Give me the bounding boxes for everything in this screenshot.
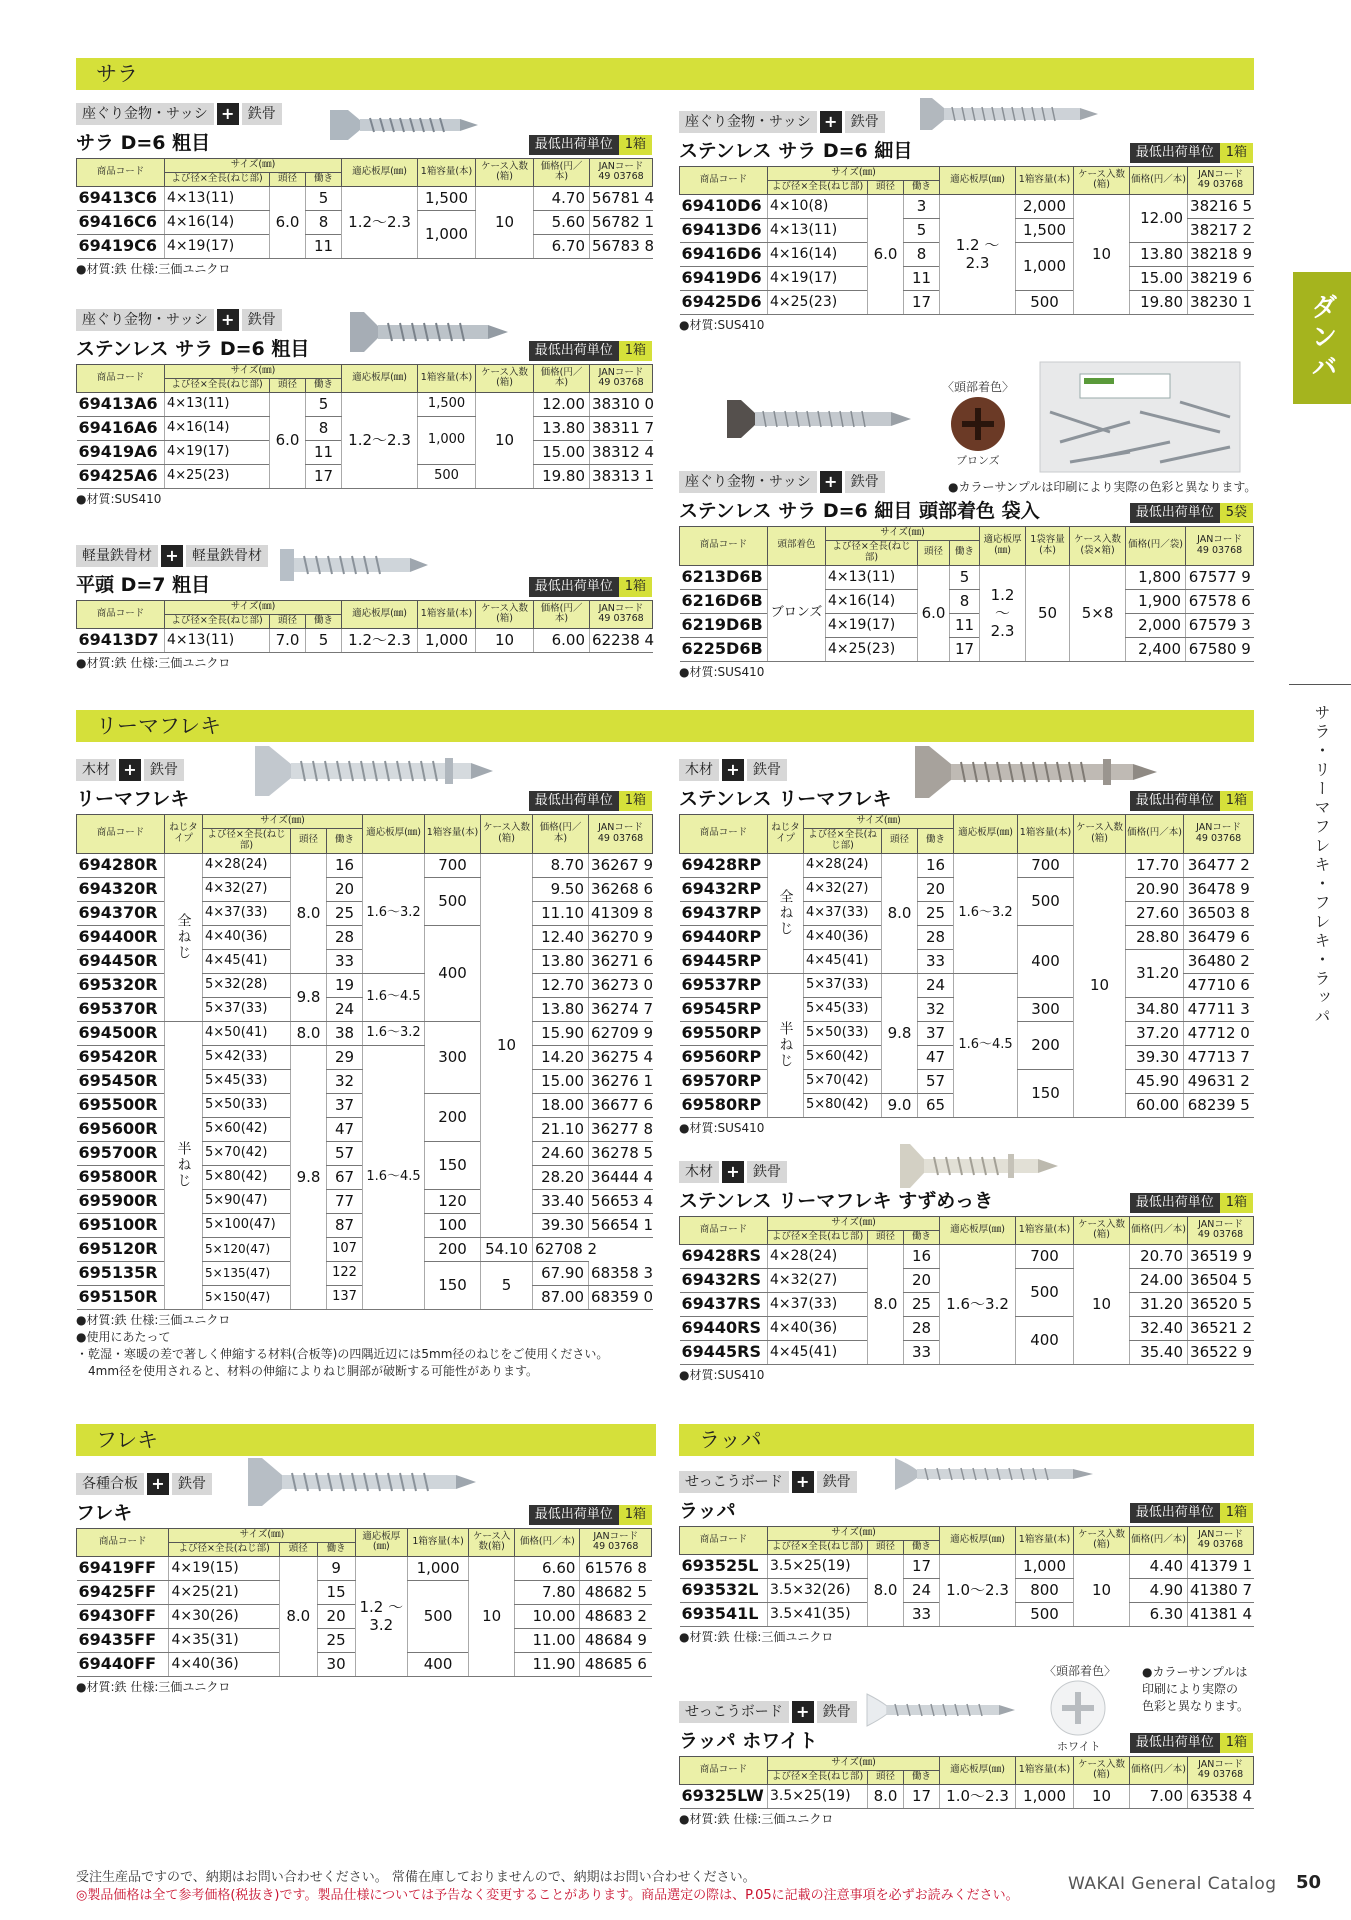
section-sara: サラ <box>76 58 1254 90</box>
material-note: ●材質:SUS410 <box>76 491 162 506</box>
footer-note: 受注生産品ですので、納期はお問い合わせください。 常備在庫しておりませんので、納期はお問い合わせください。 <box>76 1870 756 1885</box>
material-tag: 座ぐり金物・サッシ <box>679 471 817 493</box>
min-unit: 最低出荷単位 1箱 <box>529 135 652 155</box>
product-table: 商品コード サイズ(㎜) 適応板厚(㎜) 1箱容量(本) ケース入数(箱) 価格(円／本) JANコード 49 03768 よび径×全長(ねじ部) 頭径 働き 69410D6 4×10(8) 6.0 3 1.2 ～ 2.3 2,000 10 12.00 38216 5 69413D6 4×13(11) 5 1,500 38217 2 69416D6 4×16(14) 8 1,000 13.80 38218 9 69419D6 4×19(17) 11 15.00 38219 6 69425D6 4×25(23) 17 500 19.80 38230 1 <box>679 166 1254 315</box>
table-row: 69416C6 4×16(14) 8 1,000 5.60 56782 1 <box>77 210 653 234</box>
product-title: ステンレス サラ D=6 粗目 <box>76 338 310 360</box>
material-note: ●材質:鉄 仕様:三価ユニクロ <box>76 1679 231 1694</box>
color-caption: 〈頭部着色〉 <box>942 380 1015 394</box>
min-unit: 最低出荷単位 1箱 <box>1130 1733 1253 1753</box>
table-row: 69410D6 4×10(8) 6.0 3 1.2 ～ 2.3 2,000 10 12.00 38216 5 <box>680 194 1254 218</box>
table-row: 69425FF 4×25(21) 15 500 7.80 48682 5 <box>77 1580 652 1604</box>
table-row: 695700R 5×70(42) 57 150 24.60 36278 5 <box>77 1141 653 1165</box>
material-note: ●材質:SUS410 <box>679 1120 765 1135</box>
table-row: 69432RP 4×32(27) 20 500 20.90 36478 9 <box>680 877 1254 901</box>
product-table: 商品コード ねじタイプ サイズ(㎜) 適応板厚(㎜) 1箱容量(本) ケース入数(箱) 価格(円／本) JANコード 49 03768 よび径×全長(ねじ部) 頭径 働き 694280R 全ねじ 4×28(24) 8.0 16 1.6～3.2 700 10 8.70 36267 9 694320R 4×32(27) 20 500 9.50 36268 6 694370R 4×37(33) 25 11.10 41309 8 694400R 4×40(36) 28 400 12.40 36270 9 694450R 4×45(41) 33 13.80 36271 6 695320R 5×32(28) 9.8 19 1.6～4.5 12.70 36273 0 695370R 5×37(33) 24 13.80 36274 7 694500R 半ねじ 4×50(41) 8.0 38 1.6～3.2 300 15.90 62709 9 695420R 5×42(33) 9.8 29 1.6～4.5 14.20 36275 4 695450R 5×45(33) 32 15.00 36276 1 695500R 5×50(33) 37 200 18.00 36677 6 695600R 5×60(42) 47 21.10 36277 8 695700R 5×70(42) 57 150 24.60 36278 5 695800R 5×80(42) 67 28.20 36444 4 695900R 5×90(47) 77 120 33.40 56653 4 695100R 5×100(47) 87 100 39.30 56654 1 695120R 5×120(47) 107 200 54.10 62708 2 695135R 5×135(47) 122 150 5 67.90 68358 3 695150R 5×150(47) 137 87.00 68359 0 <box>76 814 653 1310</box>
table-row: 6225D6B 4×25(23) 17 2,400 67580 9 <box>680 637 1254 661</box>
table-row: 69419FF 4×19(15) 8.0 9 1.2 ～ 3.2 1,000 10 6.60 61576 8 <box>77 1556 652 1580</box>
color-caption-2: 〈頭部着色〉 <box>1044 1664 1117 1678</box>
table-row: 694370R 4×37(33) 25 11.10 41309 8 <box>77 901 653 925</box>
product-table: 商品コード サイズ(㎜) 適応板厚(㎜) 1箱容量(本) ケース入数(箱) 価格(円／本) JANコード 49 03768 よび径×全長(ねじ部) 頭径 働き 69413C6 4×13(11) 6.0 5 1.2～2.3 1,500 10 4.70 56781 4 69416C6 4×16(14) 8 1,000 5.60 56782 1 69419C6 4×19(17) 11 6.70 56783 8 <box>76 158 653 259</box>
table-row: 695150R 5×150(47) 137 87.00 68359 0 <box>77 1285 653 1309</box>
product-title: ステンレス サラ D=6 細目 <box>679 140 913 162</box>
footer-warning: ◎製品価格は全て参考価格(税抜き)です。製品仕様については予告なく変更することがあります。商品選定の際は、P.05に記載の注意事項を必ずお読みください。 <box>76 1888 1019 1903</box>
section-fureki: フレキ <box>76 1424 656 1456</box>
table-row: 695120R 5×120(47) 107 200 54.10 62708 2 <box>77 1237 653 1261</box>
table-row: 69440RP 4×40(36) 28 400 28.80 36479 6 <box>680 925 1254 949</box>
plus-icon: + <box>217 309 239 331</box>
plus-icon: + <box>217 103 239 125</box>
material-tag: 鉄骨 <box>242 103 282 125</box>
product-table: 商品コード サイズ(㎜) 適応板厚(㎜) 1箱容量(本) ケース入数(箱) 価格(円／本) JANコード 49 03768 よび径×全長(ねじ部) 頭径 働き 693525L 3.5×25(19) 8.0 17 1.0～2.3 1,000 10 4.40 41379 1 693532L 3.5×32(26) 24 800 4.90 41380 7 693541L 3.5×41(35) 33 500 6.30 41381 4 <box>679 1526 1254 1627</box>
plus-icon: + <box>147 1473 169 1495</box>
min-unit: 最低出荷単位 1箱 <box>529 1505 652 1525</box>
min-unit: 最低出荷単位 5袋 <box>1130 503 1253 523</box>
table-row: 69537RP 半ねじ 5×37(33) 9.8 24 1.6～4.5 47710 6 <box>680 973 1254 997</box>
material-tag: 木材 <box>76 759 116 781</box>
bag-image <box>1040 362 1240 472</box>
table-row: 69570RP 5×70(42) 57 150 45.90 49631 2 <box>680 1069 1254 1093</box>
table-row: 695900R 5×90(47) 77 120 33.40 56653 4 <box>77 1189 653 1213</box>
sample-note: ●カラーサンプルは印刷により実際の色彩と異なります。 <box>948 480 1257 494</box>
sample-note-2: ●カラーサンプルは 印刷により実際の 色彩と異なります。 <box>1142 1665 1250 1713</box>
table-row: 69432RS 4×32(27) 20 500 24.00 36504 5 <box>680 1268 1254 1292</box>
plus-icon: + <box>161 545 183 567</box>
panel-flat-d7 <box>76 544 655 672</box>
table-row: 693541L 3.5×41(35) 33 500 6.30 41381 4 <box>680 1602 1254 1626</box>
table-row: 69430FF 4×30(26) 20 10.00 48683 2 <box>77 1604 652 1628</box>
section-reamer: リーマフレキ <box>76 710 1254 742</box>
table-row: 69560RP 5×60(42) 47 39.30 47713 7 <box>680 1045 1254 1069</box>
material-tag: せっこうボード <box>679 1471 789 1493</box>
table-row: 695800R 5×80(42) 67 28.20 36444 4 <box>77 1165 653 1189</box>
material-note: ●材質:SUS410 <box>679 317 765 332</box>
plus-icon: + <box>820 111 842 133</box>
material-tag: せっこうボード <box>679 1701 789 1723</box>
table-row: 69413A6 4×13(11) 6.0 5 1.2～2.3 1,500 10 12.00 38310 0 <box>77 392 653 416</box>
color-name: ブロンズ <box>956 454 1000 467</box>
table-row: 694450R 4×45(41) 33 13.80 36271 6 <box>77 949 653 973</box>
table-row: 6219D6B 4×19(17) 11 2,000 67579 3 <box>680 613 1254 637</box>
material-note: ●材質:鉄 仕様:三価ユニクロ <box>76 655 231 670</box>
plus-icon: + <box>722 759 744 781</box>
material-note: ●材質:鉄 仕様:三価ユニクロ <box>679 1811 834 1826</box>
table-row: 6216D6B 4×16(14) 8 1,900 67578 6 <box>680 589 1254 613</box>
table-row: 694500R 半ねじ 4×50(41) 8.0 38 1.6～3.2 300 15.90 62709 9 <box>77 1021 653 1045</box>
panel-reamer <box>76 758 652 1380</box>
table-row: 69425A6 4×25(23) 17 500 19.80 38313 1 <box>77 464 653 488</box>
table-row: 69440RS 4×40(36) 28 400 32.40 36521 2 <box>680 1316 1254 1340</box>
min-unit: 最低出荷単位 1箱 <box>529 577 652 597</box>
product-title: 平頭 D=7 粗目 <box>76 574 211 596</box>
table-row: 69440FF 4×40(36) 30 400 11.90 48685 6 <box>77 1652 652 1676</box>
panel-stainless-sara-fine <box>679 110 1253 334</box>
table-row: 693525L 3.5×25(19) 8.0 17 1.0～2.3 1,000 10 4.40 41379 1 <box>680 1554 1254 1578</box>
section-rappa: ラッパ <box>679 1424 1254 1456</box>
table-row: 69419D6 4×19(17) 11 15.00 38219 6 <box>680 266 1254 290</box>
table-row: 69550RP 5×50(33) 37 200 37.20 47712 0 <box>680 1021 1254 1045</box>
material-tag: 座ぐり金物・サッシ <box>76 309 214 331</box>
table-row: 6213D6B ブロンズ 4×13(11) 6.0 5 1.2 ～ 2.3 50 5×8 1,800 67577 9 <box>680 565 1254 589</box>
side-divider <box>1289 684 1351 685</box>
material-note: ●材質:鉄 仕様:三価ユニクロ <box>76 261 231 276</box>
table-row: 694280R 全ねじ 4×28(24) 8.0 16 1.6～3.2 700 10 8.70 36267 9 <box>77 853 653 877</box>
table-row: 69419A6 4×19(17) 11 15.00 38312 4 <box>77 440 653 464</box>
product-table: 商品コード ねじタイプ サイズ(㎜) 適応板厚(㎜) 1箱容量(本) ケース入数(箱) 価格(円／本) JANコード 49 03768 よび径×全長(ねじ部) 頭径 働き 69428RP 全ねじ 4×28(24) 8.0 16 1.6～3.2 700 10 17.70 36477 2 69432RP 4×32(27) 20 500 20.90 36478 9 69437RP 4×37(33) 25 27.60 36503 8 69440RP 4×40(36) 28 400 28.80 36479 6 69445RP 4×45(41) 33 31.20 36480 2 69537RP 半ねじ 5×37(33) 9.8 24 1.6～4.5 47710 6 69545RP 5×45(33) 32 300 34.80 47711 3 69550RP 5×50(33) 37 200 37.20 47712 0 69560RP 5×60(42) 47 39.30 47713 7 69570RP 5×70(42) 57 150 45.90 49631 2 69580RP 5×80(42) 9.0 65 60.00 68239 5 <box>679 814 1254 1118</box>
plus-icon: + <box>820 471 842 493</box>
table-row: 69413D6 4×13(11) 5 1,500 38217 2 <box>680 218 1254 242</box>
panel-stainless-sara-coarse <box>76 308 655 508</box>
product-table: 商品コード サイズ(㎜) 適応板厚(㎜) 1箱容量(本) ケース入数(箱) 価格(円／本) JANコード 49 03768 よび径×全長(ねじ部) 頭径 働き 69413A6 4×13(11) 6.0 5 1.2～2.3 1,500 10 12.00 38310 0 69416A6 4×16(14) 8 1,000 13.80 38311 7 69419A6 4×19(17) 11 15.00 38312 4 69425A6 4×25(23) 17 500 19.80 38313 1 <box>76 364 653 489</box>
table-row: 69437RP 4×37(33) 25 27.60 36503 8 <box>680 901 1254 925</box>
table-row: 69428RP 全ねじ 4×28(24) 8.0 16 1.6～3.2 700 10 17.70 36477 2 <box>680 853 1254 877</box>
material-tag: 軽量鉄骨材 <box>76 545 158 567</box>
product-title: サラ D=6 粗目 <box>76 132 211 154</box>
product-table: 商品コード サイズ(㎜) 適応板厚(㎜) 1箱容量(本) ケース入数(箱) 価格(円／本) JANコード 49 03768 よび径×全長(ねじ部) 頭径 働き 69419FF 4×19(15) 8.0 9 1.2 ～ 3.2 1,000 10 6.60 61576 8 69425FF 4×25(21) 15 500 7.80 48682 5 69430FF 4×30(26) 20 10.00 48683 2 69435FF 4×35(31) 25 11.00 48684 9 69440FF 4×40(36) 30 400 11.90 48685 6 <box>76 1528 652 1677</box>
table-row: 69416A6 4×16(14) 8 1,000 13.80 38311 7 <box>77 416 653 440</box>
table-row: 695135R 5×135(47) 122 150 5 67.90 68358 3 <box>77 1261 653 1285</box>
material-tag: 座ぐり金物・サッシ <box>679 111 817 133</box>
product-title: ステンレス サラ D=6 細目 頭部着色 袋入 <box>679 500 1040 522</box>
product-title: ラッパ <box>679 1500 736 1522</box>
table-row: 69445RP 4×45(41) 33 31.20 36480 2 <box>680 949 1254 973</box>
table-row: 69580RP 5×80(42) 9.0 65 60.00 68239 5 <box>680 1093 1254 1117</box>
min-unit: 最低出荷単位 1箱 <box>1130 1193 1253 1213</box>
table-row: 695450R 5×45(33) 32 15.00 36276 1 <box>77 1069 653 1093</box>
panel-stainless-sara-colored <box>679 470 1253 681</box>
table-row: 69413D7 4×13(11) 7.0 5 1.2～2.3 1,000 10 6.00 62238 4 <box>77 628 653 652</box>
table-row: 69445RS 4×45(41) 33 35.40 36522 9 <box>680 1340 1254 1364</box>
min-unit: 最低出荷単位 1箱 <box>1130 1503 1253 1523</box>
product-title: リーマフレキ <box>76 788 190 810</box>
min-unit: 最低出荷単位 1箱 <box>529 341 652 361</box>
product-table: 商品コード 頭部着色 サイズ(㎜) 適応板厚(㎜) 1袋容量(本) ケース入数(袋×箱) 価格(円／袋) JANコード 49 03768 よび径×全長(ねじ部) 頭径 働き 6213D6B ブロンズ 4×13(11) 6.0 5 1.2 ～ 2.3 50 5×8 1,800 67577 9 6216D6B 4×16(14) 8 1,900 67578 6 6219D6B 4×19(17) 11 2,000 67579 3 6225D6B 4×25(23) 17 2,400 67580 9 <box>679 526 1254 662</box>
material-tag: 鉄骨 <box>817 1701 857 1723</box>
panel-fureki <box>76 1472 652 1696</box>
min-unit: 最低出荷単位 1箱 <box>1130 791 1253 811</box>
table-row: 695100R 5×100(47) 87 100 39.30 56654 1 <box>77 1213 653 1237</box>
catalog-name: WAKAI General Catalog <box>1068 1874 1277 1894</box>
material-note: ●材質:SUS410 <box>679 664 765 679</box>
panel-stainless-reamer-tin <box>679 1160 1253 1384</box>
panel-rappa <box>679 1470 1253 1646</box>
product-title: ラッパ ホワイト <box>679 1730 818 1752</box>
table-row: 695420R 5×42(33) 9.8 29 1.6～4.5 14.20 36275 4 <box>77 1045 653 1069</box>
usage-note: ●材質:鉄 仕様:三価ユニクロ ●使用にあたって ・乾湿・寒暖の差で著しく伸縮する材料(合板等)の四隅近辺には5mm径のねじをご使用ください。 4mm径を使用されると、材料の伸縮によりねじ胴部が破断する可能性があります。 <box>76 1312 609 1378</box>
table-row: 694400R 4×40(36) 28 400 12.40 36270 9 <box>77 925 653 949</box>
table-row: 695370R 5×37(33) 24 13.80 36274 7 <box>77 997 653 1021</box>
side-label: サラ・リーマフレキ・フレキ・ラッパ <box>1312 704 1331 1027</box>
plus-icon: + <box>792 1701 814 1723</box>
min-unit: 最低出荷単位 1箱 <box>529 791 652 811</box>
table-row: 69425D6 4×25(23) 17 500 19.80 38230 1 <box>680 290 1254 314</box>
panel-rappa-white <box>679 1700 1253 1828</box>
table-row: 695320R 5×32(28) 9.8 19 1.6～4.5 12.70 36273 0 <box>77 973 653 997</box>
material-tag: 各種合板 <box>76 1473 144 1495</box>
color-name-2: ホワイト <box>1057 1740 1101 1753</box>
plus-icon: + <box>119 759 141 781</box>
screw-image <box>727 398 912 440</box>
plus-icon: + <box>792 1471 814 1493</box>
product-table: 商品コード サイズ(㎜) 適応板厚(㎜) 1箱容量(本) ケース入数(箱) 価格(円／本) JANコード 49 03768 よび径×全長(ねじ部) 頭径 働き 69413D7 4×13(11) 7.0 5 1.2～2.3 1,000 10 6.00 62238 4 <box>76 600 653 653</box>
table-row: 694320R 4×32(27) 20 500 9.50 36268 6 <box>77 877 653 901</box>
material-tag: 軽量鉄骨材 <box>186 545 268 567</box>
product-table: 商品コード サイズ(㎜) 適応板厚(㎜) 1箱容量(本) ケース入数(箱) 価格(円／本) JANコード 49 03768 よび径×全長(ねじ部) 頭径 働き 69428RS 4×28(24) 8.0 16 1.6～3.2 700 10 20.70 36519 9 69432RS 4×32(27) 20 500 24.00 36504 5 69437RS 4×37(33) 25 31.20 36520 5 69440RS 4×40(36) 28 400 32.40 36521 2 69445RS 4×45(41) 33 35.40 36522 9 <box>679 1216 1254 1365</box>
material-tag: 鉄骨 <box>845 111 885 133</box>
panel-stainless-reamer <box>679 758 1253 1137</box>
material-tag: 鉄骨 <box>747 1161 787 1183</box>
table-row: 69437RS 4×37(33) 25 31.20 36520 5 <box>680 1292 1254 1316</box>
table-row: 695600R 5×60(42) 47 21.10 36277 8 <box>77 1117 653 1141</box>
table-row: 69545RP 5×45(33) 32 300 34.80 47711 3 <box>680 997 1254 1021</box>
material-tag: 鉄骨 <box>817 1471 857 1493</box>
table-row: 69416D6 4×16(14) 8 1,000 13.80 38218 9 <box>680 242 1254 266</box>
product-title: フレキ <box>76 1502 133 1524</box>
material-note: ●材質:SUS410 <box>679 1367 765 1382</box>
material-tag: 鉄骨 <box>144 759 184 781</box>
material-tag: 木材 <box>679 1161 719 1183</box>
product-table: 商品コード サイズ(㎜) 適応板厚(㎜) 1箱容量(本) ケース入数(箱) 価格(円／本) JANコード 49 03768 よび径×全長(ねじ部) 頭径 働き 69325LW 3.5×25(19) 8.0 17 1.0～2.3 1,000 10 7.00 63538 4 <box>679 1756 1254 1809</box>
material-tag: 座ぐり金物・サッシ <box>76 103 214 125</box>
panel-sara-d6-coarse <box>76 102 655 278</box>
table-row: 69413C6 4×13(11) 6.0 5 1.2～2.3 1,500 10 4.70 56781 4 <box>77 186 653 210</box>
product-title: ステンレス リーマフレキ <box>679 788 892 810</box>
product-title: ステンレス リーマフレキ すずめっき <box>679 1190 994 1212</box>
material-tag: 木材 <box>679 759 719 781</box>
table-row: 69435FF 4×35(31) 25 11.00 48684 9 <box>77 1628 652 1652</box>
material-tag: 鉄骨 <box>172 1473 212 1495</box>
page-number: 50 <box>1296 1872 1322 1893</box>
table-row: 695500R 5×50(33) 37 200 18.00 36677 6 <box>77 1093 653 1117</box>
side-tab[interactable]: ダンバ <box>1293 272 1351 404</box>
material-tag: 鉄骨 <box>242 309 282 331</box>
table-row: 69428RS 4×28(24) 8.0 16 1.6～3.2 700 10 20.70 36519 9 <box>680 1244 1254 1268</box>
table-row: 693532L 3.5×32(26) 24 800 4.90 41380 7 <box>680 1578 1254 1602</box>
min-unit: 最低出荷単位 1箱 <box>1130 143 1253 163</box>
material-tag: 鉄骨 <box>747 759 787 781</box>
table-row: 69419C6 4×19(17) 11 6.70 56783 8 <box>77 234 653 258</box>
plus-icon: + <box>722 1161 744 1183</box>
bronze-head-icon <box>950 396 1006 452</box>
material-tag: 鉄骨 <box>845 471 885 493</box>
material-note: ●材質:鉄 仕様:三価ユニクロ <box>679 1629 834 1644</box>
table-row: 69325LW 3.5×25(19) 8.0 17 1.0～2.3 1,000 10 7.00 63538 4 <box>680 1784 1254 1808</box>
